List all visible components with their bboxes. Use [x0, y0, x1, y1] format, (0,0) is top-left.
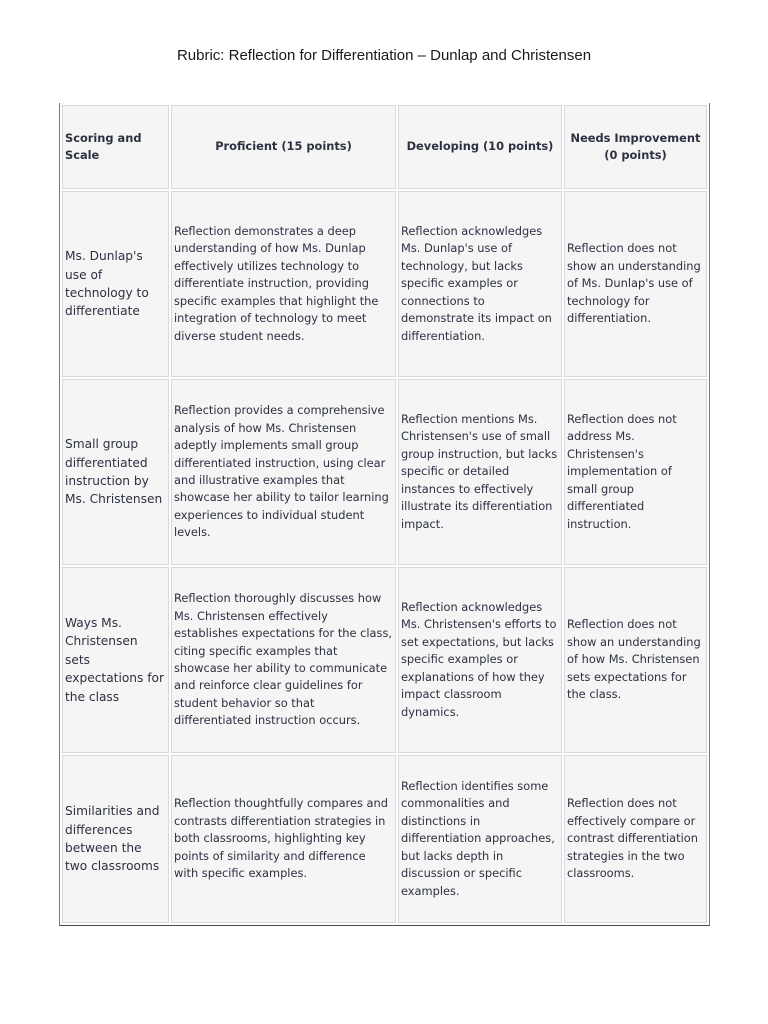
- needs-improvement-cell: Reflection does not show an understanding of Ms. Dunlap's use of technology for differentiation.: [564, 191, 707, 377]
- criteria-cell: Ms. Dunlap's use of technology to differentiate: [62, 191, 169, 377]
- proficient-cell: Reflection thoroughly discusses how Ms. Christensen effectively establishes expectations for the class, citing specific examples that showcase her ability to communicate and reinforce clear guidelines for student behavior so that differentiated instruction occurs.: [171, 567, 396, 753]
- developing-cell: Reflection identifies some commonalities and distinctions in differentiation approaches, but lacks depth in discussion or specific examples.: [398, 755, 562, 923]
- proficient-cell: Reflection provides a comprehensive analysis of how Ms. Christensen adeptly implements small group differentiated instruction, using clear and illustrative examples that showcase her ability to tailor learning experiences to individual student levels.: [171, 379, 396, 565]
- criteria-cell: Similarities and differences between the two classrooms: [62, 755, 169, 923]
- needs-improvement-cell: Reflection does not address Ms. Christensen's implementation of small group differentiated instruction.: [564, 379, 707, 565]
- criteria-cell: Ways Ms. Christensen sets expectations for the class: [62, 567, 169, 753]
- header-needs-improvement: Needs Improvement (0 points): [564, 105, 707, 189]
- table-header-row: [62, 105, 707, 189]
- rubric-table: [59, 103, 710, 926]
- developing-cell: Reflection acknowledges Ms. Dunlap's use of technology, but lacks specific examples or connections to demonstrate its impact on differentiation.: [398, 191, 562, 377]
- needs-improvement-cell: Reflection does not show an understanding of how Ms. Christensen sets expectations for the class.: [564, 567, 707, 753]
- table-row: [62, 191, 707, 377]
- needs-improvement-cell: Reflection does not effectively compare or contrast differentiation strategies in the two classrooms.: [564, 755, 707, 923]
- proficient-cell: Reflection thoughtfully compares and contrasts differentiation strategies in both classrooms, highlighting key points of similarity and difference with specific examples.: [171, 755, 396, 923]
- proficient-cell: Reflection demonstrates a deep understanding of how Ms. Dunlap effectively utilizes technology to differentiate instruction, providing specific examples that highlight the integration of technology to meet diverse student needs.: [171, 191, 396, 377]
- developing-cell: Reflection mentions Ms. Christensen's use of small group instruction, but lacks specific or detailed instances to effectively illustrate its differentiation impact.: [398, 379, 562, 565]
- table-row: [62, 379, 707, 565]
- table-row: [62, 567, 707, 753]
- header-developing: Developing (10 points): [398, 105, 562, 189]
- header-proficient: Proficient (15 points): [171, 105, 396, 189]
- criteria-cell: Small group differentiated instruction by Ms. Christensen: [62, 379, 169, 565]
- header-scoring-and-scale: Scoring and Scale: [62, 105, 169, 189]
- table-row: [62, 755, 707, 923]
- page-title: Rubric: Reflection for Differentiation – Dunlap and Christensen: [176, 47, 592, 64]
- developing-cell: Reflection acknowledges Ms. Christensen's efforts to set expectations, but lacks specific examples or explanations of how they impact classroom dynamics.: [398, 567, 562, 753]
